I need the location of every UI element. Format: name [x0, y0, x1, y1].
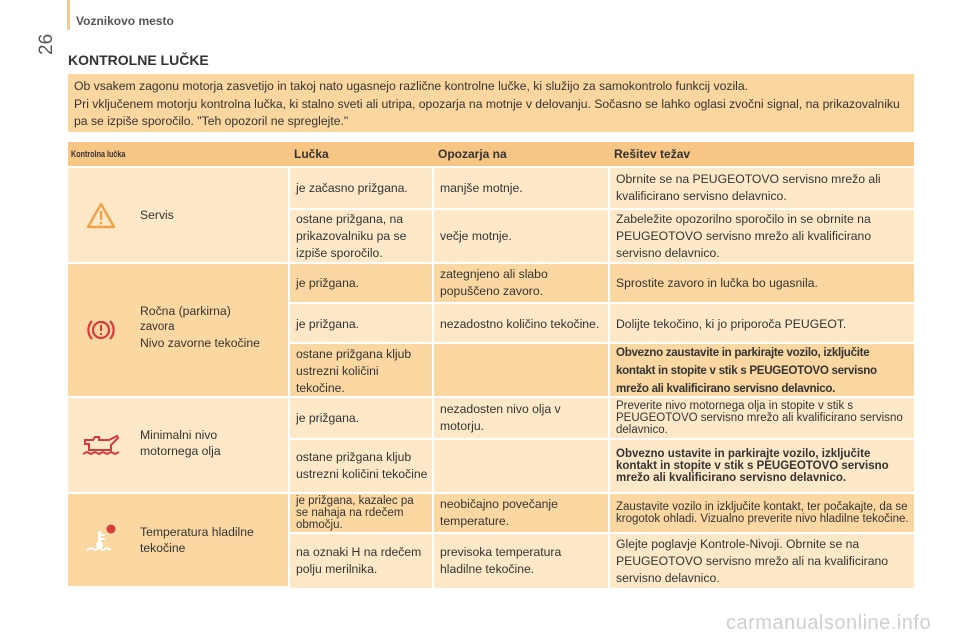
cell-lucka: je prižgana, kazalec pa se nahaja na rdečem območju. [288, 494, 432, 532]
table-row [288, 398, 914, 438]
header-lucka: Lučka [294, 147, 329, 161]
table-row [288, 494, 914, 532]
warning-lights-table [68, 142, 914, 586]
cell-lucka: je prižgana. [288, 304, 432, 344]
table-row [288, 208, 914, 262]
watermark: carmanualsonline.info [726, 612, 932, 634]
table-row [288, 532, 914, 588]
cell-resitev: Sprostite zavoro in lučka bo ugasnila. [608, 264, 914, 302]
section-marker [67, 0, 70, 30]
coolant-temperature-icon [68, 494, 134, 586]
header-kontrolna-lucka: Kontrolna lučka [71, 149, 126, 159]
header-resitev: Rešitev težav [614, 147, 691, 161]
cell-resitev: Dolijte tekočino, ki jo priporoča PEUGEOT. [608, 304, 914, 344]
lamp-name: Minimalni nivo motornega olja [140, 428, 221, 458]
section-title: Voznikovo mesto [76, 14, 174, 28]
group-servis [68, 166, 914, 262]
table-row [288, 302, 914, 344]
intro-paragraph-1: Ob vsakem zagonu motorja zasvetijo in takoj nato ugasnejo različne kontrolne lučke, ki služijo za samokontrolo funkcij vozila. [74, 79, 749, 93]
lamp-name: Temperatura hladilne tekočine [140, 525, 254, 555]
cell-resitev: Zabeležite opozorilno sporočilo in se obrnite na PEUGEOTOVO servisno mrežo ali kvalificirano servisno delavnico. [608, 210, 914, 262]
header-opozarja: Opozarja na [438, 147, 507, 161]
cell-opozarja: nezadosten nivo olja v motorju. [432, 398, 608, 438]
cell-opozarja: nezadostno količino tekočine. [432, 304, 608, 344]
table-row [288, 342, 914, 398]
cell-opozarja [432, 440, 608, 492]
cell-lucka: je prižgana. [288, 264, 432, 302]
page-number: 26 [36, 33, 57, 55]
table-header [68, 142, 914, 166]
cell-resitev: Glejte poglavje Kontrole-Nivoji. Obrnite se na PEUGEOTOVO servisno mrežo ali na kvalificirano servisno delavnico. [608, 534, 914, 588]
cell-resitev: Zaustavite vozilo in izključite kontakt, ter počakajte, da se krogotok ohladi. Vizualno preverite nivo hladilne tekočine. [608, 494, 914, 532]
oil-can-icon [68, 398, 134, 492]
table-row [288, 438, 914, 492]
cell-opozarja: manjše motnje. [432, 168, 608, 208]
page-title: KONTROLNE LUČKE [68, 52, 209, 68]
cell-opozarja [432, 344, 608, 398]
group-oil-level [68, 396, 914, 492]
cell-opozarja: previsoka temperatura hladilne tekočine. [432, 534, 608, 588]
lamp-name: Servis [140, 208, 174, 222]
cell-opozarja: neobičajno povečanje temperature. [432, 494, 608, 532]
cell-lucka: ostane prižgana kljub ustrezni količini tekočine. [288, 344, 432, 398]
table-row [288, 264, 914, 302]
cell-opozarja: zategnjeno ali slabo popuščeno zavoro. [432, 264, 608, 302]
cell-lucka: je prižgana. [288, 398, 432, 438]
table-row [288, 168, 914, 208]
cell-lucka: je začasno prižgana. [288, 168, 432, 208]
cell-resitev: Obvezno ustavite in parkirajte vozilo, izključite kontakt in stopite v stik s PEUGEOTOVO servisno mrežo ali kvalificirano servisno delavnico. [608, 440, 914, 492]
group-coolant-temperature [68, 492, 914, 586]
cell-lucka: ostane prižgana kljub ustrezni količini tekočine [288, 440, 432, 492]
intro-paragraph-2: Pri vključenem motorju kontrolna lučka, ki stalno sveti ali utripa, opozarja na motnje v delovanju. Sočasno se lahko oglasi zvočni signal, na prikazovalniku pa se izpiše sporočilo. "Teh opozoril ne spreglejte." [74, 96, 900, 128]
lamp-name: Ročna (parkirna) zavora Nivo zavorne tekočine [140, 304, 260, 350]
cell-resitev: Obvezno zaustavite in parkirajte vozilo, izključite kontakt in stopite v stik s PEUGEOTOVO servisno mrežo ali kvalificirano servisno delavnico. [608, 344, 914, 398]
intro-box [68, 74, 914, 132]
parking-brake-icon [68, 264, 134, 396]
group-parking-brake [68, 262, 914, 396]
warning-triangle-icon [68, 168, 134, 262]
cell-resitev: Obrnite se na PEUGEOTOVO servisno mrežo ali kvalificirano servisno delavnico. [608, 168, 914, 208]
cell-lucka: ostane prižgana, na prikazovalniku pa se izpiše sporočilo. [288, 210, 432, 262]
cell-resitev: Preverite nivo motornega olja in stopite v stik s PEUGEOTOVO servisno mrežo ali kvalificirano servisno delavnico. [608, 398, 914, 438]
cell-lucka: na oznaki H na rdečem polju merilnika. [288, 534, 432, 588]
cell-opozarja: večje motnje. [432, 210, 608, 262]
